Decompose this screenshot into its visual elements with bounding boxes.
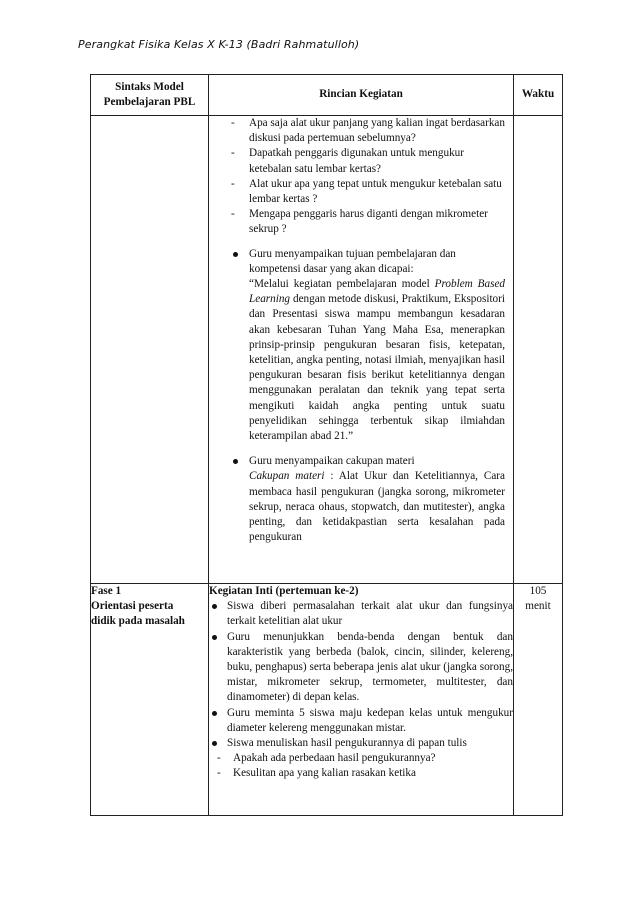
fase-line3: didik pada masalah: [91, 615, 185, 628]
bullet-tujuan: [229, 247, 505, 445]
kegiatan-bullet: [209, 630, 513, 706]
question-item: - Alat ukur apa yang tepat untuk mengukur ketebalan satu lembar kertas ?: [229, 177, 505, 207]
sintaks-cell-empty: [91, 116, 209, 584]
bullet-icon: [233, 459, 238, 464]
header-sintaks: [91, 75, 209, 116]
kegiatan-bullet: [209, 706, 513, 736]
fase-line1: Fase 1: [91, 585, 122, 597]
page-header: Perangkat Fisika Kelas X K-13 (Badri Rahmatulloh): [78, 38, 360, 51]
tujuan-quote-b: dengan metode diskusi, Praktikum, Ekspositori dan Presentasi siswa mampu membangun kesadaran akan kebesaran Tuhan Yang Maha Esa, menerapkan prinsip-prinsip pengukuran besaran fisis, ketepatan, ketelitian, angka penting, notasi ilmiah, menyajikan hasil pengukuran besaran fisis berikut ketelitiannya dengan menggunakan peralatan dan teknik yang tepat serta mengikuti kaidah angka penting untuk suatu penyelidikan sehingga terbentuk sikap ilmiahdan keterampilan abad 21.”: [249, 293, 505, 443]
fase-cell: [91, 584, 209, 816]
bullet-icon: [212, 604, 217, 609]
waktu-cell-empty: [514, 116, 563, 584]
kegiatan-inti-title: Kegiatan Inti (pertemuan ke-2): [209, 585, 359, 597]
question-list: [229, 116, 505, 238]
kegiatan-bullet-text: Guru menunjukkan benda-benda dengan bentuk dan karakteristik yang berbeda (balok, cincin, silinder, kelereng, buku, penghapus) serta beberapa jenis alat ukur (jangka sorong, mistar, mikrometer sekrup, termometer, multitester, dan dinamometer) di depan kelas.: [227, 630, 513, 704]
bullet-icon: [212, 741, 217, 746]
kegiatan-bullet-text: Siswa diberi permasalahan terkait alat ukur dan fungsinya terkait ketelitian alat ukur: [227, 600, 513, 628]
kegiatan-bullet: [209, 736, 513, 751]
waktu-value: 105: [529, 585, 547, 597]
question-item: - Apa saja alat ukur panjang yang kalian ingat berdasarkan diskusi pada pertemuan sebelumnya?: [229, 116, 505, 146]
question-item: - Mengapa penggaris harus diganti dengan mikrometer sekrup ?: [229, 207, 505, 237]
bullet-icon: [212, 711, 217, 716]
tujuan-quote: [249, 277, 505, 444]
kegiatan-bullets: [209, 599, 513, 751]
tujuan-intro: Guru menyampaikan tujuan pembelajaran dan kompetensi dasar yang akan dicapai:: [249, 247, 456, 275]
table-row: [91, 116, 563, 584]
kegiatan-inti-cell: [209, 584, 514, 816]
waktu-cell: [514, 584, 563, 816]
bullet-icon: [233, 252, 238, 257]
cakupan-body: : Alat Ukur dan Ketelitiannya, Cara membaca hasil pengukuran (jangka sorong, mikrometer sekrup, neraca ohaus, stopwatch, dan mutitester), angka penting, dan ketidakpastian serta kesalahan pada pengukuran: [249, 470, 506, 544]
activity-bullets: [229, 247, 505, 546]
table-header-row: [91, 75, 563, 116]
kegiatan-dash-item: - Apakah ada perbedaan hasil pengukurannya?: [209, 751, 513, 766]
kegiatan-bullet-text: Siswa menuliskan hasil pengukurannya di papan tulis: [227, 737, 467, 750]
fase-line2: Orientasi peserta: [91, 600, 174, 613]
tujuan-quote-a: “Melalui kegiatan pembelajaran model: [249, 278, 435, 291]
cakupan-text: [249, 469, 505, 545]
header-rincian: Rincian Kegiatan: [209, 75, 514, 116]
lesson-table: [90, 74, 563, 816]
header-waktu: Waktu: [514, 75, 563, 116]
cakupan-label: Cakupan materi: [249, 470, 325, 483]
table-row: [91, 584, 563, 816]
bullet-cakupan: [229, 454, 505, 545]
bullet-icon: [212, 635, 217, 640]
kegiatan-bullet: [209, 599, 513, 629]
tujuan-quote-italic: Problem Based Learning: [249, 278, 506, 306]
rincian-cell: [209, 116, 514, 584]
question-item: - Dapatkah penggaris digunakan untuk mengukur ketebalan satu lembar kertas?: [229, 146, 505, 176]
kegiatan-dash-item: - Kesulitan apa yang kalian rasakan ketika: [209, 766, 513, 781]
kegiatan-bullet-text: Guru meminta 5 siswa maju kedepan kelas untuk mengukur diameter kelereng menggunakan mistar.: [227, 706, 513, 734]
header-sintaks-line1: Sintaks Model: [115, 80, 184, 93]
kegiatan-dashes: [209, 751, 513, 781]
waktu-unit: menit: [525, 600, 551, 613]
cakupan-intro: Guru menyampaikan cakupan materi: [249, 455, 415, 468]
header-sintaks-line2: Pembelajaran PBL: [103, 96, 196, 108]
